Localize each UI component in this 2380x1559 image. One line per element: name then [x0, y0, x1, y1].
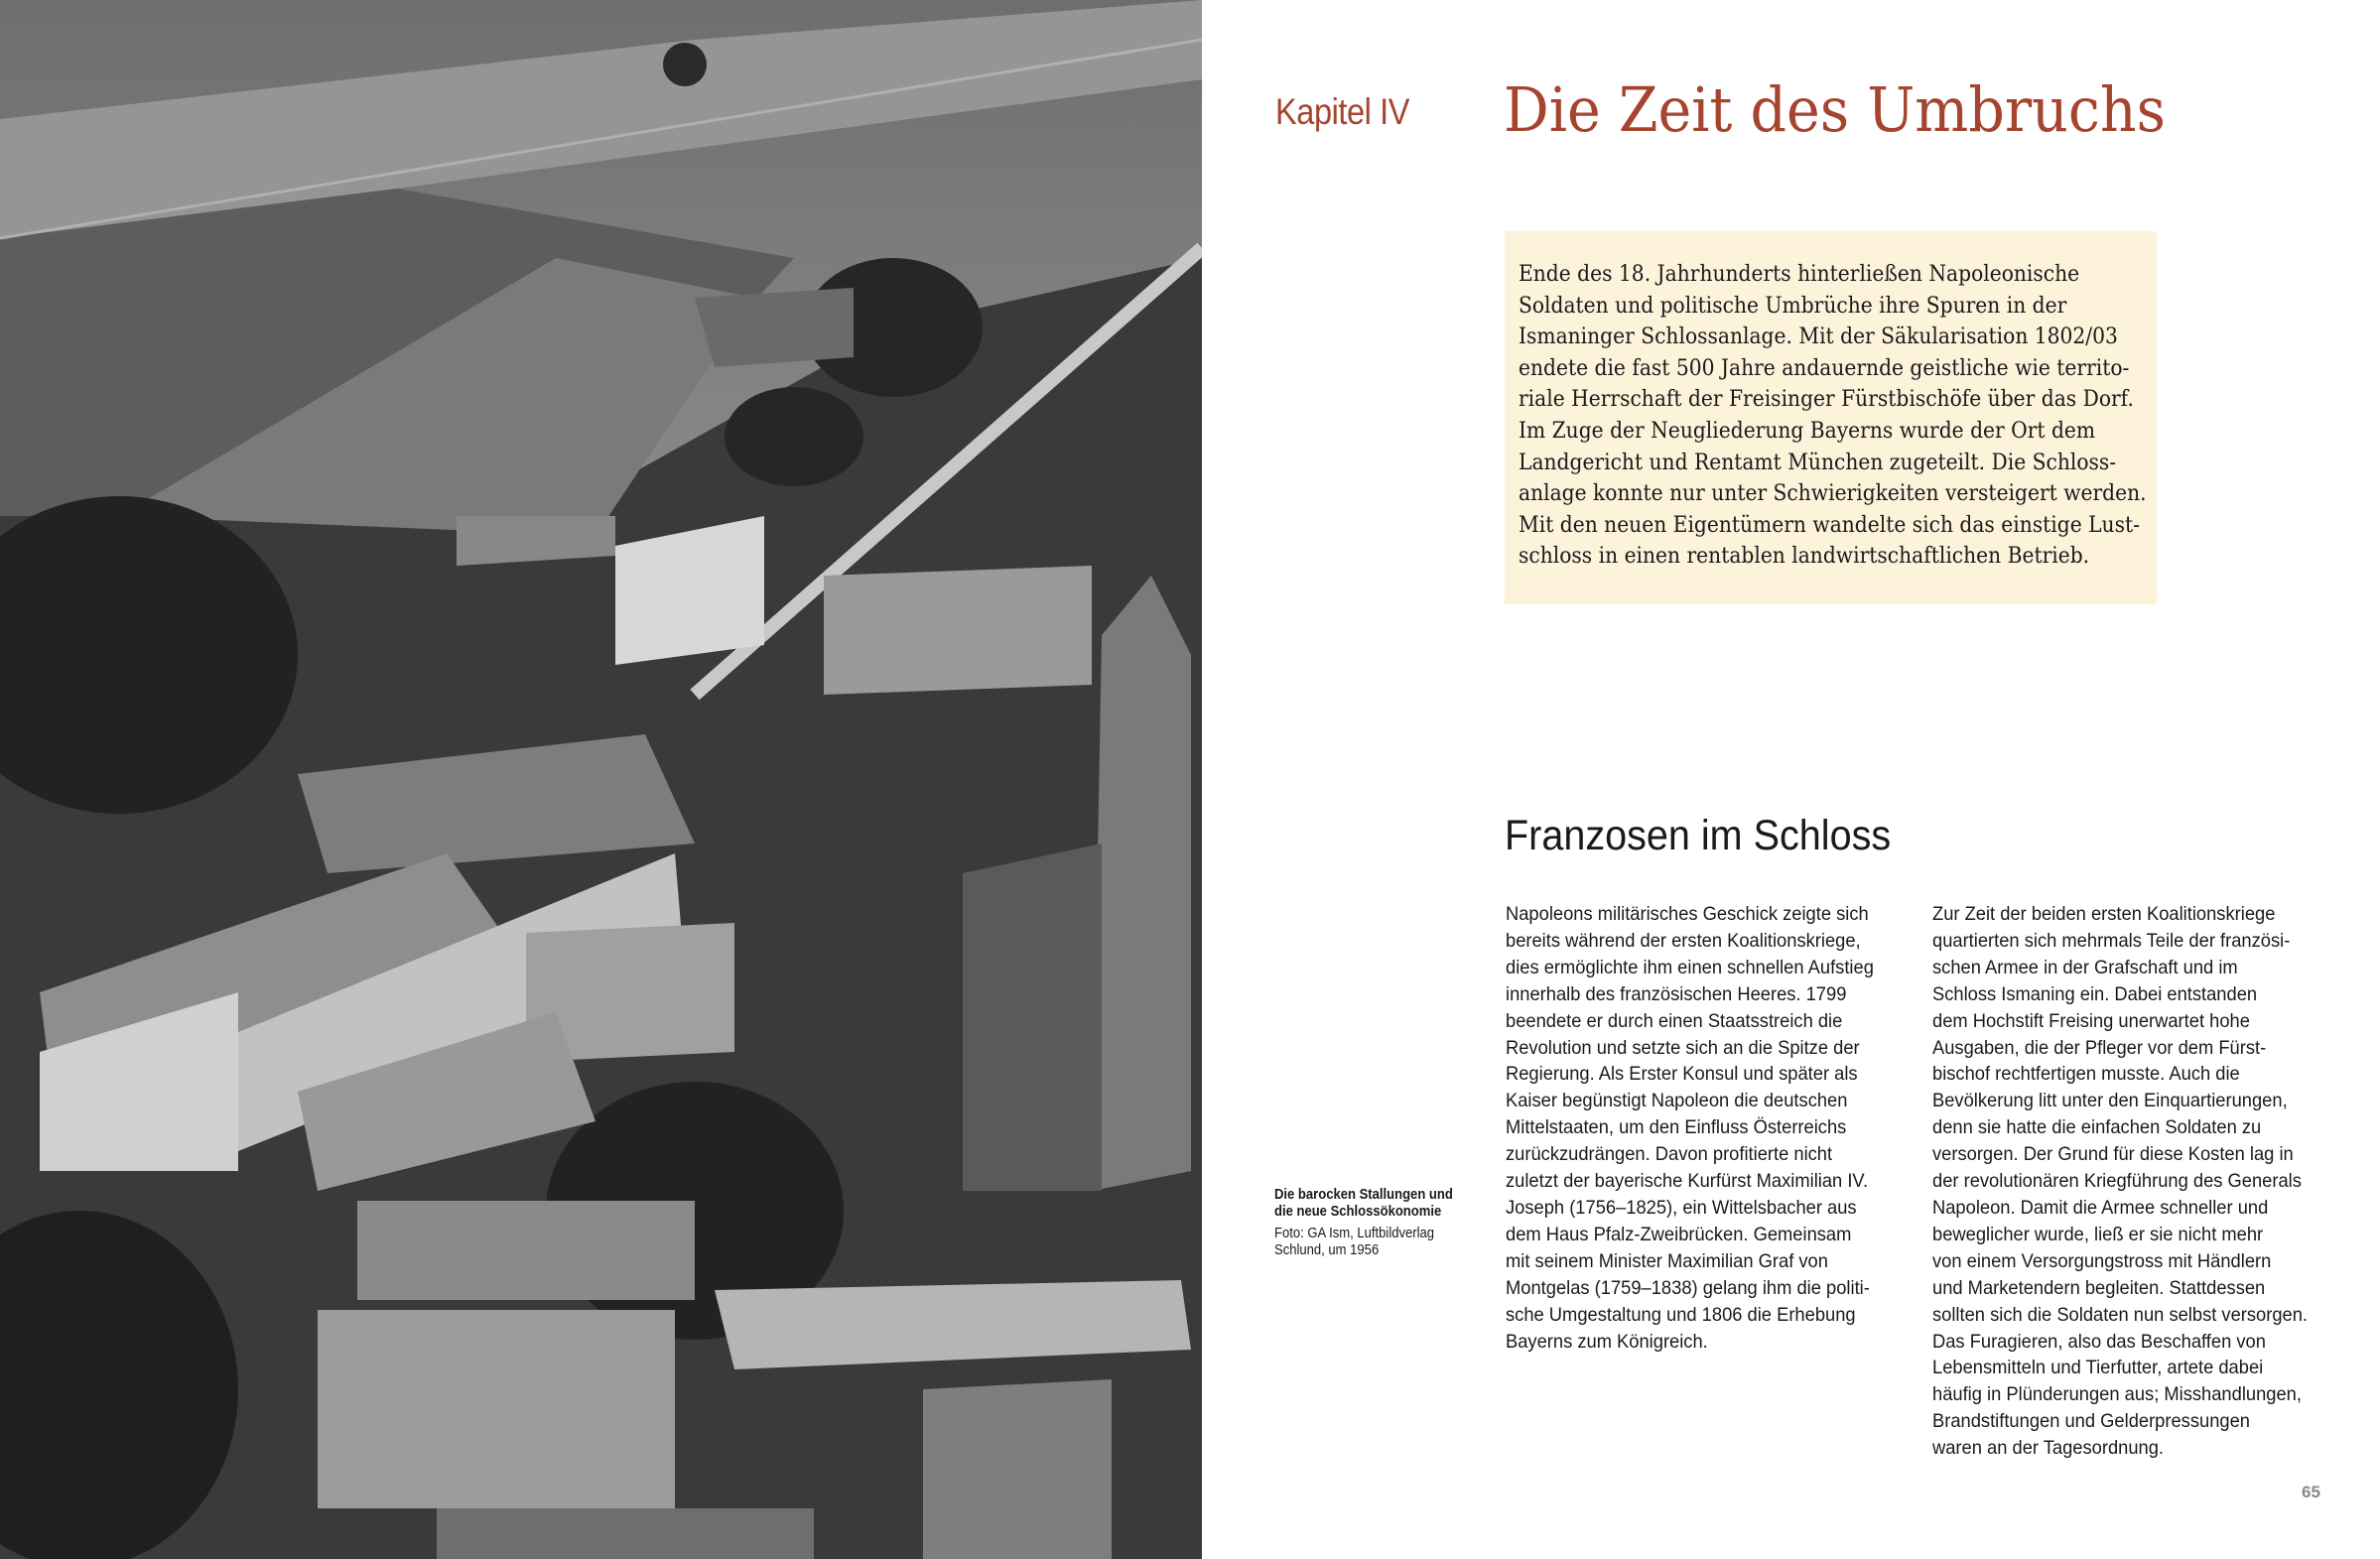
intro-box	[1505, 231, 2157, 604]
intro-text: Ende des 18. Jahrhunderts hinterließen Napoleonische Soldaten und politische Umbrüche ihre Spuren in der Ismaninger Schlossanlage. Mit der Säkularisation 1802/03 endete die fast 500 Jahre andauernde geistliche wie territo- riale Herrschaft der Freisinger Fürstbischöfe über das Dorf. Im Zuge der Neugliederung Bayerns wurde der Ort dem Landgericht und Rentamt München zugeteilt. Die Schloss- anlage konnte nur unter Schwierigkeiten versteigert werden. Mit den neuen Eigentümern wandelte sich das einstige Lust- schloss in einen rentablen landwirtschaftlichen Betrieb.	[1519, 262, 2147, 570]
page-title: Die Zeit des Umbruchs	[1504, 73, 2166, 146]
photo-caption	[1274, 1187, 1489, 1259]
page-number: 65	[2302, 1483, 2320, 1501]
chapter-label: Kapitel IV	[1275, 91, 1409, 132]
caption-credit: Foto: GA Ism, Luftbildverlag Schlund, um 1956	[1274, 1226, 1435, 1258]
body-column-2: Zur Zeit der beiden ersten Koalitionskriege quartierten sich mehrmals Teile der französi- schen Armee in der Grafschaft und im Schloss Ismaning ein. Dabei entstanden dem Hochstift Freising unerwartet hohe Ausgaben, die der Pfleger vor dem Fürst- bischof rechtfertigen musste. Auch die Bevölkerung litt unter den Einquartierungen, denn sie hatte die einfachen Soldaten zu versorgen. Der Grund für diese Kosten lag in der revolutionären Kriegführung des Generals Napoleon. Damit die Armee schneller und beweglicher wurde, ließ er sie nicht mehr von einem Versorgungstross mit Händlern und Marketendern begleiten. Stattdessen sollten sich die Soldaten nun selbst versorgen. Das Furagieren, also das Beschaffen von Lebensmitteln und Tierfutter, artete dabei häufig in Plünderungen aus; Misshandlungen, Brandstiftungen und Gelderpressungen waren an der Tagesordnung.	[1932, 903, 2309, 1460]
section-heading: Franzosen im Schloss	[1505, 812, 1892, 859]
body-column-1: Napoleons militärisches Geschick zeigte sich bereits während der ersten Koalitionskriege, dies ermöglichte ihm einen schnellen Aufstieg innerhalb des französischen Heeres. 1799 beendete er durch einen Staatsstreich die Revolution und setzte sich an die Spitze der Regierung. Als Erster Konsul und später als Kaiser begünstigt Napoleon die deutschen Mittelstaaten, um den Einfluss Österreichs zurückzudrängen. Davon profitierte nicht zuletzt der bayerische Kurfürst Maximilian IV. Joseph (1756–1825), ein Wittelsbacher aus dem Haus Pfalz-Zweibrücken. Gemeinsam mit seinem Minister Maximilian Graf von Montgelas (1759–1838) gelang ihm die politi- sche Umgestaltung und 1806 die Erhebung Bayerns zum Königreich.	[1506, 903, 1874, 1353]
caption-title: Die barocken Stallungen und die neue Schlossökonomie	[1274, 1187, 1453, 1220]
